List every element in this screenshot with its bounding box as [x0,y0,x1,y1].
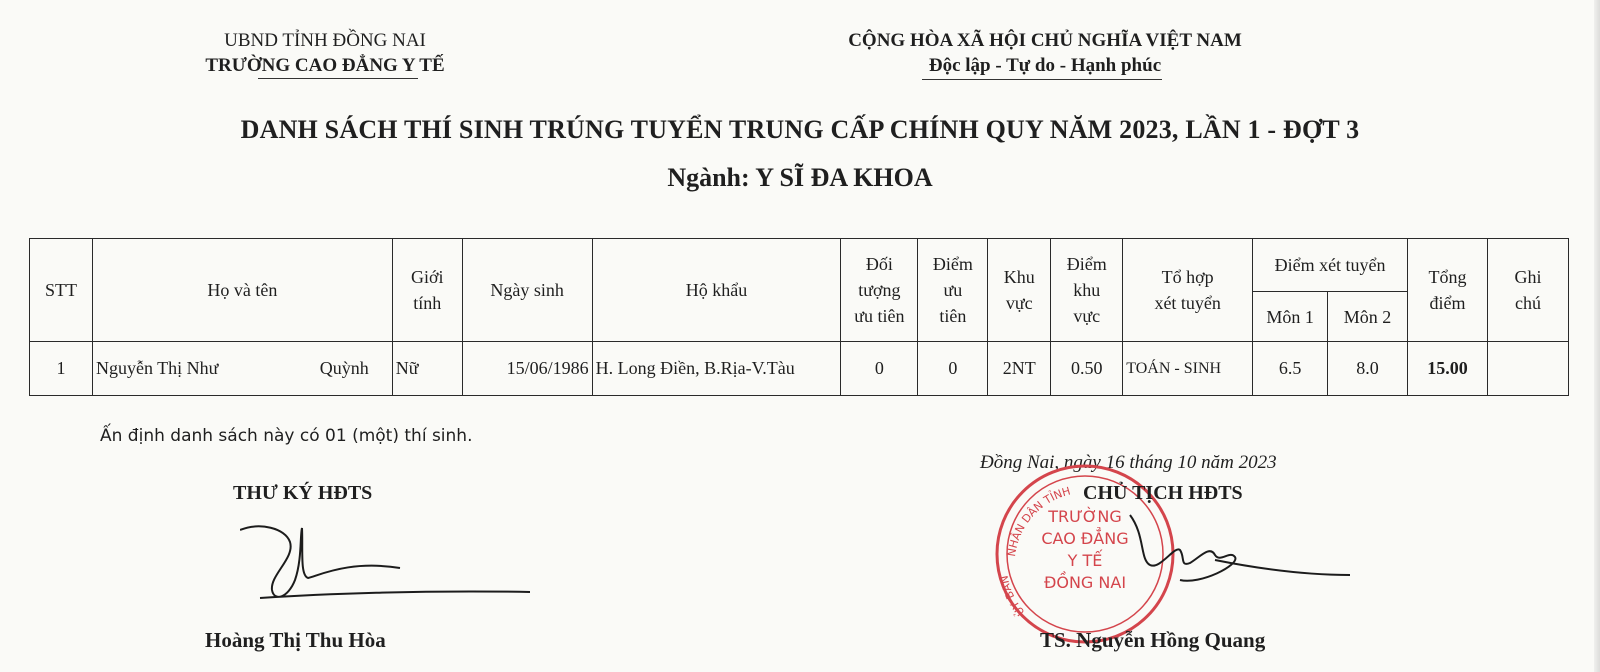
national-name: CỘNG HÒA XÃ HỘI CHỦ NGHĨA VIỆT NAM [848,30,1242,51]
stamp-ring-left: ỦY BAN [997,574,1028,619]
stamp-ring-top: NHÂN DÂN TỈNH [1005,484,1072,558]
issuer-block [160,28,490,78]
header-stt: STT [30,239,93,342]
date-line: Đồng Nai, ngày 16 tháng 10 năm 2023 [980,452,1277,473]
cell-combo: TOÁN - SINH [1123,342,1253,396]
table-header-row [30,239,1569,292]
cell-priority-group: 0 [841,342,918,396]
header-residence: Hộ khẩu [592,239,841,342]
table-row [30,342,1569,396]
header-dob: Ngày sinh [462,239,592,342]
stamp-line4: ĐỒNG NAI [1043,573,1127,592]
header-admission-scores: Điểm xét tuyển [1253,239,1408,292]
issuer-school: TRƯỜNG CAO ĐẲNG Y TẾ [205,55,445,76]
cell-total: 15.00 [1408,342,1488,396]
cell-subject2: 8.0 [1328,342,1408,396]
header-combo: Tổ hợp xét tuyển [1123,239,1253,342]
header-priority-score: Điểm ưu tiên [918,239,988,342]
cell-stt: 1 [30,342,93,396]
header-note: Ghi chú [1487,239,1568,342]
header-subject2: Môn 2 [1328,292,1408,342]
list-note: Ấn định danh sách này có 01 (một) thí sinh. [100,426,473,446]
header-region: Khu vực [988,239,1051,342]
cell-last-name: Quỳnh [319,358,369,378]
issuer-authority: UBND TỈNH ĐỒNG NAI [224,30,426,51]
chairman-signature [1120,505,1350,600]
issuer-underline [258,78,418,79]
document-subtitle: Ngành: Y SĨ ĐA KHOA [667,163,933,192]
secretary-signature [240,520,530,610]
secretary-name: Hoàng Thị Thu Hòa [205,628,386,652]
cell-residence: H. Long Điền, B.Rịa-V.Tàu [592,342,841,396]
document-title: DANH SÁCH THÍ SINH TRÚNG TUYỂN TRUNG CẤP CHÍNH QUY NĂM 2023, LẦN 1 - ĐỢT 3 [240,115,1360,144]
header-name: Họ và tên [92,239,392,342]
cell-priority-score: 0 [918,342,988,396]
cell-region: 2NT [988,342,1051,396]
cell-first-names: Nguyễn Thị Như [95,358,219,378]
cell-name [92,342,392,396]
national-motto: Độc lập - Tự do - Hạnh phúc [928,55,1162,76]
cell-note [1487,342,1568,396]
stamp-line1: TRƯỜNG [1048,507,1122,526]
stamp-line2: CAO ĐẲNG [1041,529,1129,548]
header-gender: Giới tính [392,239,462,342]
header-subject1: Môn 1 [1253,292,1328,342]
motto-underline [922,79,1162,80]
header-total: Tổng điểm [1408,239,1488,342]
cell-gender: Nữ [392,342,462,396]
cell-dob: 15/06/1986 [462,342,592,396]
secretary-title: THƯ KÝ HĐTS [233,482,373,504]
header-priority-group: Đối tượng ưu tiên [841,239,918,342]
scan-edge [1594,0,1600,672]
header-region-score: Điểm khu vực [1051,239,1123,342]
chairman-title: CHỦ TỊCH HĐTS [1083,482,1243,504]
admission-table [29,238,1569,396]
stamp-line3: Y TẾ [1067,551,1103,570]
chairman-name: TS. Nguyễn Hồng Quang [1040,628,1266,652]
cell-subject1: 6.5 [1253,342,1328,396]
national-motto-block [805,28,1285,78]
cell-region-score: 0.50 [1051,342,1123,396]
